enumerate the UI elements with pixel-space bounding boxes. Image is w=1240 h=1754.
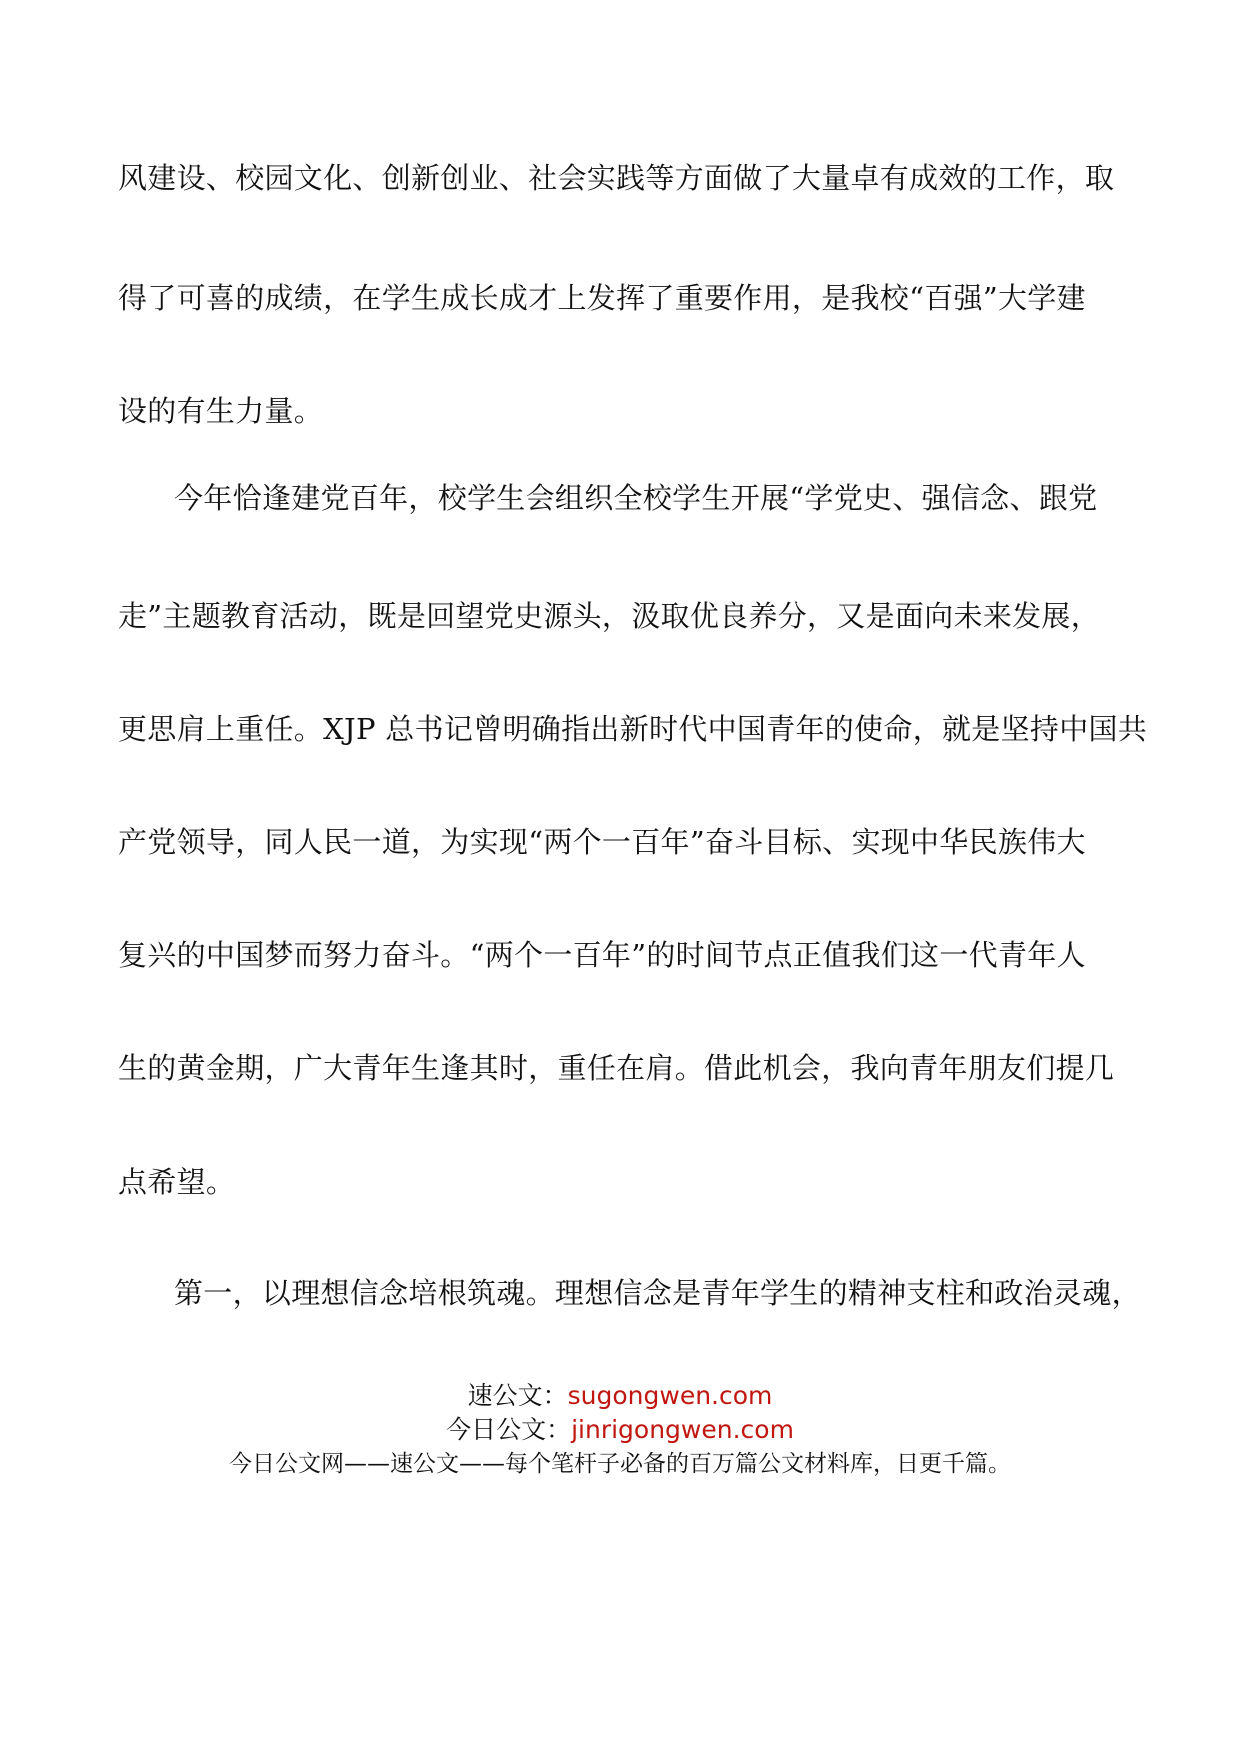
body-text-line: 产党领导，同人民一道，为实现“两个一百年”奋斗目标、实现中华民族伟大 — [118, 825, 1086, 859]
body-text-line: 走”主题教育活动，既是回望党史源头，汲取优良养分，又是面向未来发展， — [118, 599, 1101, 633]
footer-site-label: 速公文： — [467, 1381, 568, 1410]
body-text-line: 更思肩上重任。XJP 总书记曾明确指出新时代中国青年的使命，就是坚持中国共 — [118, 712, 1148, 746]
footer-site-url[interactable]: jinrigongwen.com — [571, 1415, 794, 1444]
body-text-line: 风建设、校园文化、创新创业、社会实践等方面做了大量卓有成效的工作，取 — [118, 161, 1115, 195]
paragraph-first-line: 第一，以理想信念培根筑魂。理想信念是青年学生的精神支柱和政治灵魂， — [174, 1276, 1141, 1310]
footer-site-label: 今日公文： — [446, 1415, 572, 1444]
body-text-line: 复兴的中国梦而努力奋斗。“两个一百年”的时间节点正值我们这一代青年人 — [118, 938, 1086, 972]
body-text-line: 生的黄金期，广大青年生逢其时，重任在肩。借此机会，我向青年朋友们提几 — [118, 1051, 1115, 1085]
footer-jinrigongwen — [0, 1414, 1240, 1446]
footer-sugongwen — [0, 1380, 1240, 1412]
footer-site-url[interactable]: sugongwen.com — [567, 1381, 773, 1410]
footer-tagline: 今日公文网——速公文——每个笔杆子必备的百万篇公文材料库，日更千篇。 — [229, 1451, 1011, 1477]
body-text-line: 得了可喜的成绩，在学生成长成才上发挥了重要作用，是我校“百强”大学建 — [118, 281, 1086, 315]
body-text-line: 点希望。 — [118, 1165, 236, 1199]
body-text-line: 设的有生力量。 — [118, 394, 324, 428]
paragraph-first-line: 今年恰逢建党百年，校学生会组织全校学生开展“学党史、强信念、跟党 — [174, 481, 1098, 515]
